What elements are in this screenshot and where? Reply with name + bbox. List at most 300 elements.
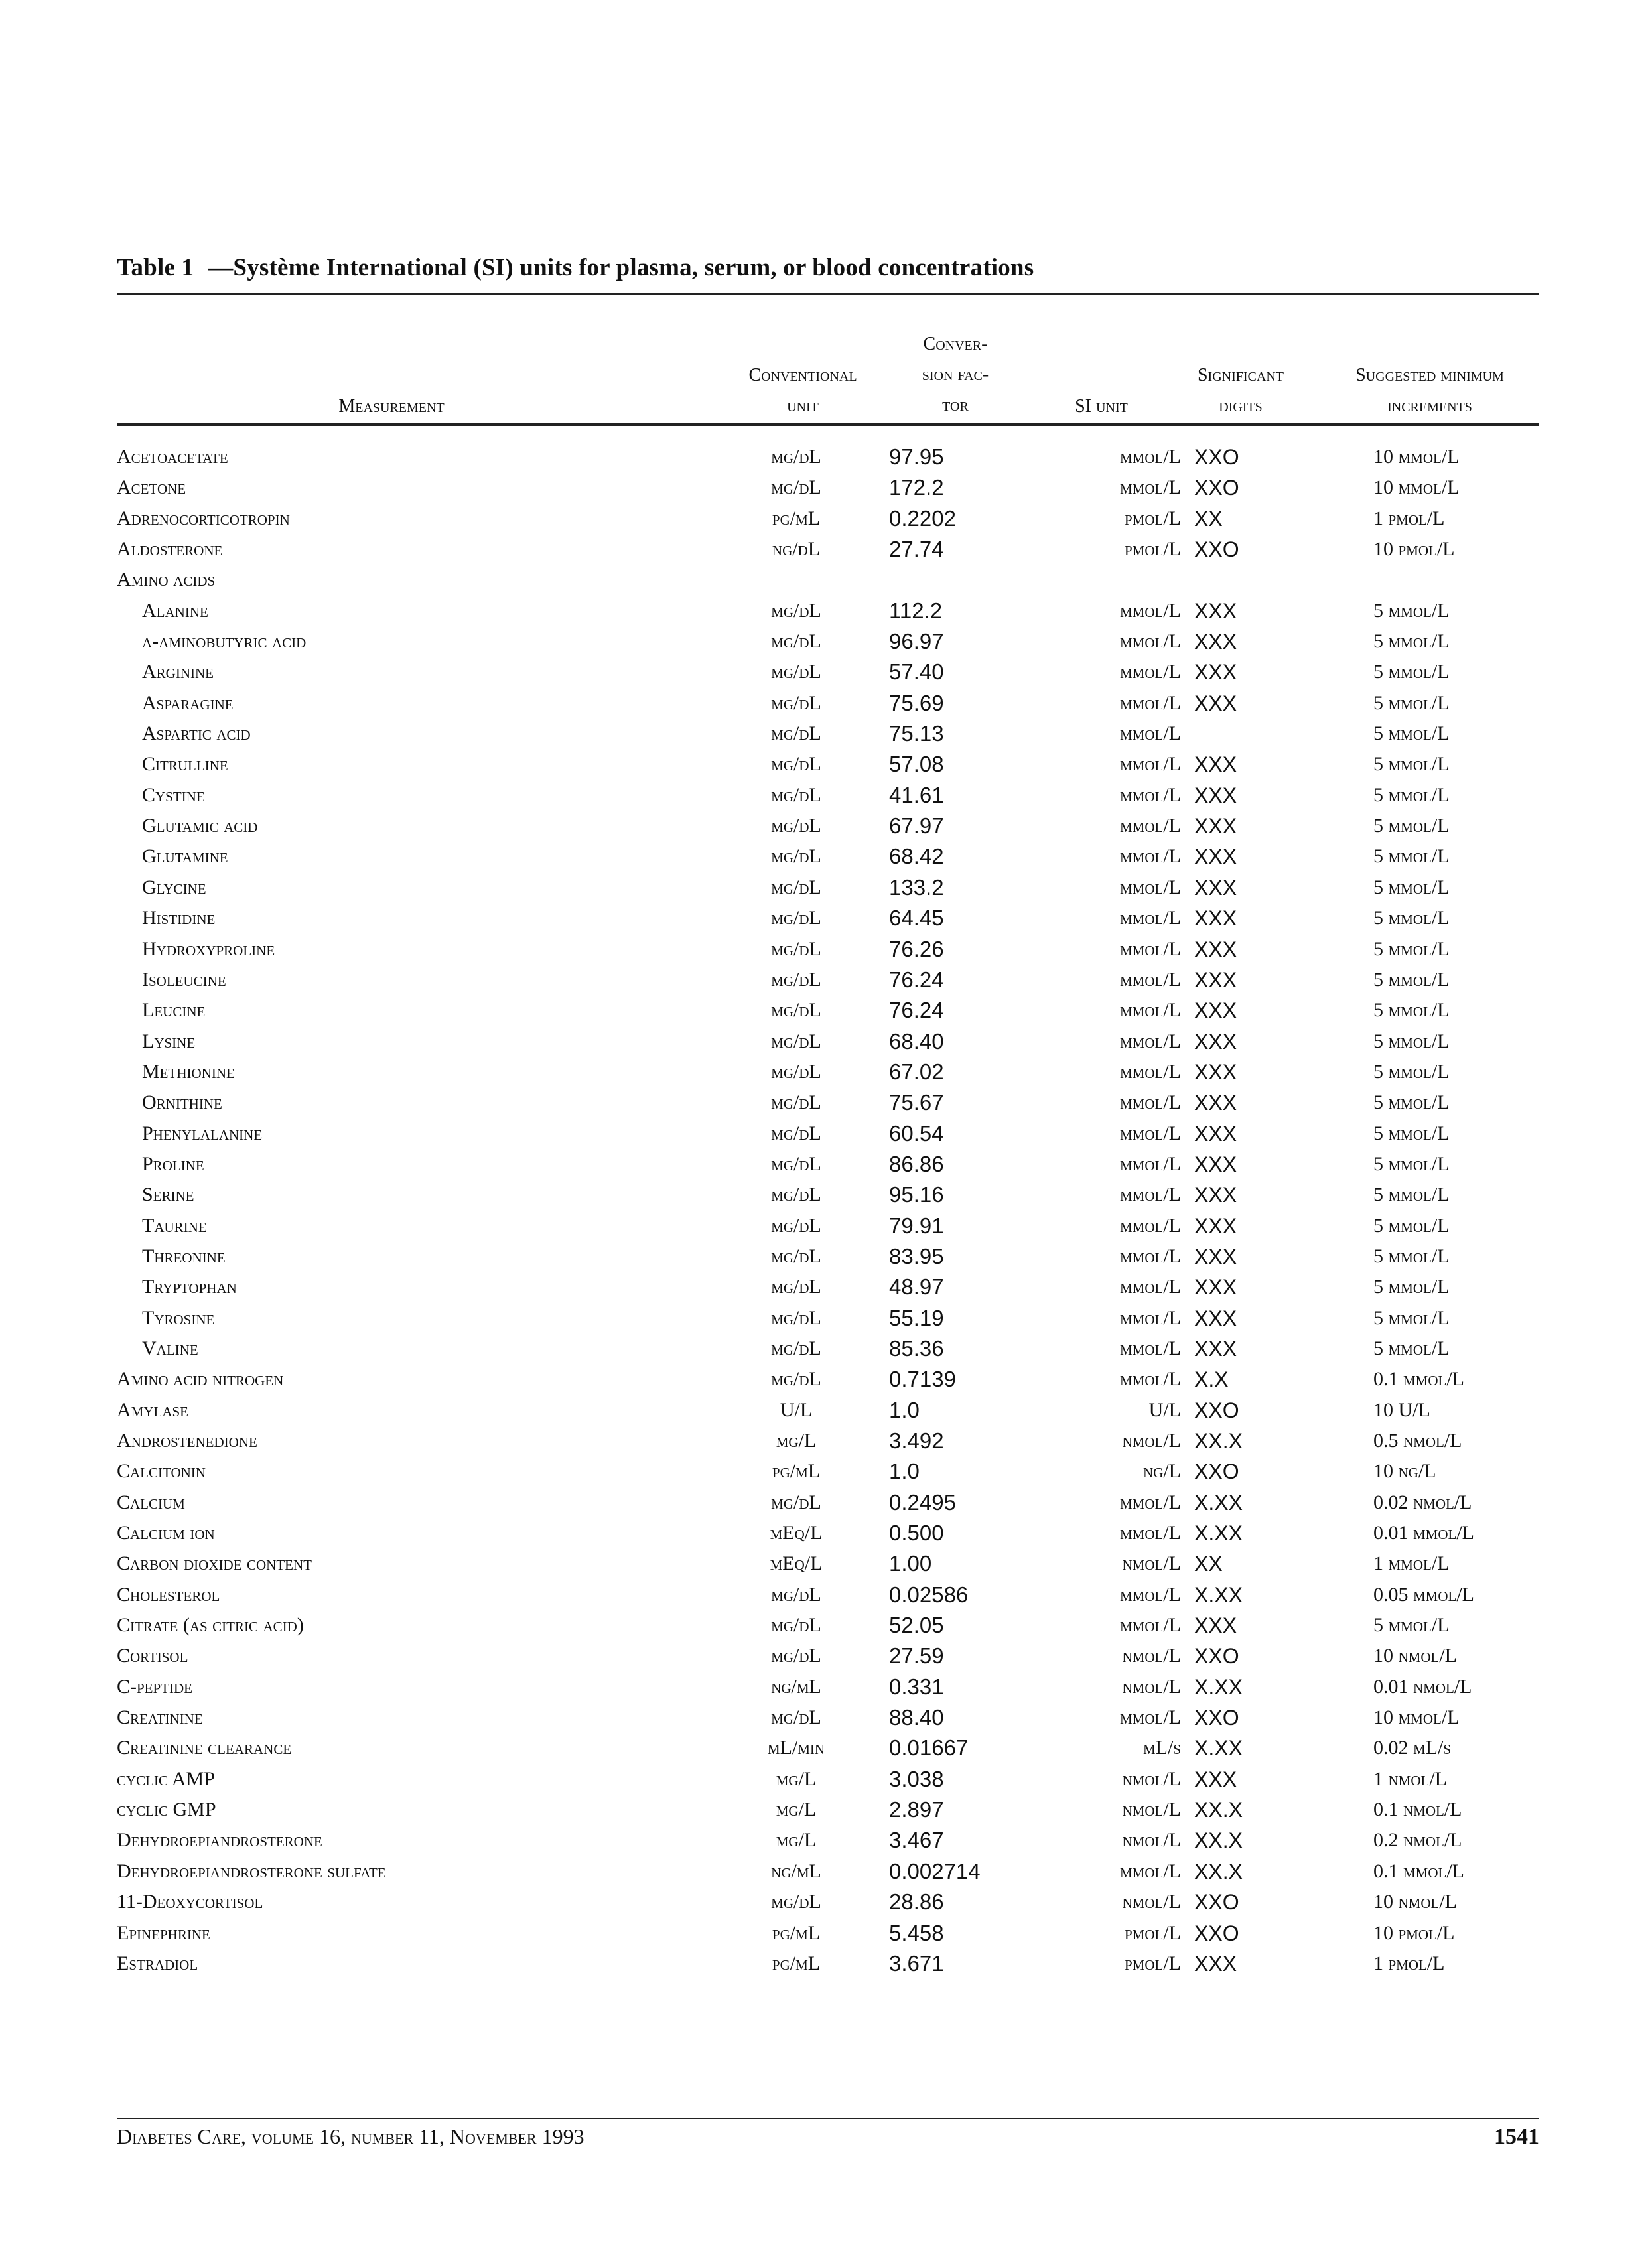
significant-digits-cell: XXX bbox=[1194, 598, 1237, 623]
minimum-increment-cell: 5 μmol/L bbox=[1373, 753, 1450, 776]
significant-digits-cell: XXX bbox=[1194, 1183, 1237, 1207]
si-unit-cell: μmol/L bbox=[1120, 784, 1181, 806]
minimum-increment-cell: 5 μmol/L bbox=[1373, 815, 1450, 837]
significant-digits-cell: X.X bbox=[1194, 1367, 1229, 1392]
conventional-unit-cell: mL/min bbox=[767, 1737, 825, 1759]
significant-digits-cell: XXO bbox=[1194, 1644, 1239, 1669]
significant-digits-cell: XXX bbox=[1194, 1213, 1237, 1238]
conventional-unit-cell: mg/dL bbox=[771, 1306, 821, 1329]
si-unit-cell: mmol/L bbox=[1120, 1491, 1181, 1513]
si-unit-cell: nmol/L bbox=[1122, 1552, 1181, 1575]
significant-digits-cell: XXX bbox=[1194, 1306, 1237, 1330]
minimum-increment-cell: 10 nmol/L bbox=[1373, 1891, 1457, 1913]
significant-digits-cell: XXX bbox=[1194, 1121, 1237, 1146]
measurement-cell: Androstenedione bbox=[117, 1430, 257, 1452]
minimum-increment-cell: 0.05 mmol/L bbox=[1373, 1583, 1474, 1605]
conversion-factor-cell: 55.19 bbox=[889, 1305, 944, 1330]
minimum-increment-cell: 5 μmol/L bbox=[1373, 1614, 1450, 1637]
table-row bbox=[0, 811, 1652, 841]
measurement-cell: Valine bbox=[142, 1337, 198, 1359]
si-unit-cell: μmol/L bbox=[1120, 1060, 1181, 1083]
table-row bbox=[0, 504, 1652, 534]
conventional-unit-cell: mg/dL bbox=[771, 1337, 821, 1359]
si-unit-cell: nmol/L bbox=[1122, 1799, 1181, 1821]
table-row bbox=[0, 841, 1652, 872]
minimum-increment-cell: 5 μmol/L bbox=[1373, 1152, 1450, 1175]
measurement-cell: 11-Deoxycortisol bbox=[117, 1891, 263, 1913]
col-header-inc-line2: increments bbox=[1387, 395, 1472, 416]
top-rule bbox=[117, 293, 1539, 295]
significant-digits-cell: X.XX bbox=[1194, 1521, 1243, 1546]
significant-digits-cell: XXO bbox=[1194, 537, 1239, 562]
minimum-increment-cell: 5 μmol/L bbox=[1373, 630, 1450, 653]
measurement-cell: Cholesterol bbox=[117, 1583, 220, 1605]
minimum-increment-cell: 5 μmol/L bbox=[1373, 1122, 1450, 1144]
conventional-unit-cell: mg/dL bbox=[771, 845, 821, 868]
table-title: —Système International (SI) units for plasma, serum, or blood concentrations bbox=[208, 254, 1034, 281]
conventional-unit-cell: μg/L bbox=[776, 1430, 817, 1452]
conventional-unit-cell: μg/L bbox=[776, 1829, 817, 1852]
conventional-unit-cell: μg/dL bbox=[771, 1891, 821, 1913]
table-row bbox=[0, 1087, 1652, 1118]
si-unit-cell: μmol/L bbox=[1120, 476, 1181, 499]
table-row bbox=[0, 780, 1652, 811]
minimum-increment-cell: 10 μmol/L bbox=[1373, 476, 1460, 499]
conventional-unit-cell: mg/dL bbox=[771, 1152, 821, 1175]
table-row bbox=[0, 534, 1652, 565]
si-unit-cell: pmol/L bbox=[1124, 1952, 1181, 1974]
conversion-factor-cell: 27.59 bbox=[889, 1643, 944, 1669]
si-unit-cell: μmol/L bbox=[1120, 1122, 1181, 1144]
si-unit-cell: μmol/L bbox=[1120, 1276, 1181, 1298]
minimum-increment-cell: 0.1 μmol/L bbox=[1373, 1860, 1464, 1882]
minimum-increment-cell: 5 μmol/L bbox=[1373, 1184, 1450, 1206]
conventional-unit-cell: pg/mL bbox=[772, 1460, 821, 1483]
significant-digits-cell: XXO bbox=[1194, 1890, 1239, 1915]
conversion-factor-cell: 27.74 bbox=[889, 537, 944, 562]
significant-digits-cell: X.XX bbox=[1194, 1582, 1243, 1607]
minimum-increment-cell: 1 mmol/L bbox=[1373, 1552, 1450, 1575]
conventional-unit-cell: mg/dL bbox=[771, 907, 821, 929]
conversion-factor-cell: 96.97 bbox=[889, 629, 944, 654]
minimum-increment-cell: 5 μmol/L bbox=[1373, 1214, 1450, 1237]
si-unit-cell: μmol/L bbox=[1120, 968, 1181, 990]
table-row bbox=[0, 1149, 1652, 1180]
significant-digits-cell: XXO bbox=[1194, 1398, 1239, 1422]
conventional-unit-cell: mEq/L bbox=[770, 1552, 823, 1575]
table-row bbox=[0, 1303, 1652, 1333]
si-unit-cell: mL/s bbox=[1142, 1737, 1181, 1759]
table-row bbox=[0, 1057, 1652, 1087]
measurement-cell: Epinephrine bbox=[117, 1921, 210, 1944]
minimum-increment-cell: 0.1 mmol/L bbox=[1373, 1368, 1464, 1391]
significant-digits-cell: XXX bbox=[1194, 967, 1237, 992]
minimum-increment-cell: 10 ng/L bbox=[1373, 1460, 1436, 1483]
measurement-cell: Cortisol bbox=[117, 1645, 188, 1667]
conversion-factor-cell: 0.002714 bbox=[889, 1858, 981, 1883]
minimum-increment-cell: 10 U/L bbox=[1373, 1398, 1430, 1421]
minimum-increment-cell: 5 μmol/L bbox=[1373, 1337, 1450, 1359]
table-row bbox=[0, 1825, 1652, 1856]
conversion-factor-cell: 5.458 bbox=[889, 1920, 944, 1945]
measurement-cell: Serine bbox=[142, 1184, 194, 1206]
measurement-cell: Creatinine clearance bbox=[117, 1737, 292, 1759]
minimum-increment-cell: 1 pmol/L bbox=[1373, 1952, 1445, 1974]
conventional-unit-cell: mg/dL bbox=[771, 1583, 821, 1605]
conventional-unit-cell: mg/dL bbox=[771, 937, 821, 960]
measurement-cell: Lysine bbox=[142, 1030, 196, 1052]
conversion-factor-cell: 1.0 bbox=[889, 1459, 920, 1484]
col-header-measurement-text: Measurement bbox=[338, 396, 445, 417]
table-row bbox=[0, 657, 1652, 687]
minimum-increment-cell: 5 μmol/L bbox=[1373, 999, 1450, 1022]
si-unit-cell: U/L bbox=[1148, 1398, 1181, 1421]
si-unit-cell: μmol/L bbox=[1120, 446, 1181, 468]
significant-digits-cell: XXX bbox=[1194, 875, 1237, 900]
col-header-factor-line2: sion fac- bbox=[922, 364, 989, 385]
si-unit-cell: μmol/L bbox=[1120, 630, 1181, 653]
si-unit-cell: nmol/L bbox=[1122, 1891, 1181, 1913]
significant-digits-cell: XXO bbox=[1194, 445, 1239, 469]
table-body bbox=[0, 442, 1652, 1979]
table-row bbox=[0, 995, 1652, 1026]
minimum-increment-cell: 1 pmol/L bbox=[1373, 507, 1445, 529]
measurement-cell: Aldosterone bbox=[117, 538, 223, 561]
conventional-unit-cell: mg/dL bbox=[771, 1614, 821, 1637]
table-row bbox=[0, 1518, 1652, 1548]
measurement-cell: Glycine bbox=[142, 876, 206, 898]
significant-digits-cell: XX.X bbox=[1194, 1798, 1243, 1822]
si-unit-cell: μmol/L bbox=[1120, 907, 1181, 929]
conventional-unit-cell: μg/L bbox=[776, 1799, 817, 1821]
table-row bbox=[0, 626, 1652, 657]
measurement-cell: Tryptophan bbox=[142, 1276, 237, 1298]
minimum-increment-cell: 5 μmol/L bbox=[1373, 1060, 1450, 1083]
footer-rule bbox=[117, 2118, 1539, 2119]
minimum-increment-cell: 0.02 nmol/L bbox=[1373, 1491, 1472, 1513]
si-unit-cell: μmol/L bbox=[1120, 691, 1181, 714]
measurement-cell: cyclic GMP bbox=[117, 1799, 216, 1821]
header-rule bbox=[117, 423, 1539, 426]
measurement-cell: Phenylalanine bbox=[142, 1122, 263, 1144]
conversion-factor-cell: 95.16 bbox=[889, 1182, 944, 1207]
minimum-increment-cell: 5 μmol/L bbox=[1373, 1276, 1450, 1298]
table-row bbox=[0, 1764, 1652, 1795]
measurement-cell: Taurine bbox=[142, 1214, 207, 1237]
table-row bbox=[0, 1795, 1652, 1825]
conversion-factor-cell: 0.02586 bbox=[889, 1582, 969, 1607]
table-row bbox=[0, 1887, 1652, 1917]
si-unit-cell: μmol/L bbox=[1120, 1184, 1181, 1206]
conversion-factor-cell: 68.42 bbox=[889, 844, 944, 869]
measurement-cell: Dehydroepiandrosterone sulfate bbox=[117, 1860, 386, 1882]
conventional-unit-cell: mg/dL bbox=[771, 691, 821, 714]
table-row bbox=[0, 718, 1652, 749]
si-unit-cell: mmol/L bbox=[1120, 1522, 1181, 1544]
table-row bbox=[0, 1702, 1652, 1733]
significant-digits-cell: XXX bbox=[1194, 783, 1237, 807]
significant-digits-cell: XXO bbox=[1194, 1706, 1239, 1730]
significant-digits-cell: XXO bbox=[1194, 1460, 1239, 1484]
conversion-factor-cell: 0.01667 bbox=[889, 1736, 969, 1761]
conversion-factor-cell: 76.24 bbox=[889, 998, 944, 1023]
table-row bbox=[0, 1241, 1652, 1272]
measurement-cell: Carbon dioxide content bbox=[117, 1552, 312, 1575]
conventional-unit-cell: μg/L bbox=[776, 1767, 817, 1790]
table-row bbox=[0, 1733, 1652, 1763]
table-row bbox=[0, 1395, 1652, 1426]
conversion-factor-cell: 86.86 bbox=[889, 1151, 944, 1176]
conventional-unit-cell: mg/dL bbox=[771, 968, 821, 990]
significant-digits-cell: XX.X bbox=[1194, 1859, 1243, 1883]
measurement-cell: Citrulline bbox=[142, 753, 228, 776]
table-row bbox=[0, 1180, 1652, 1210]
conventional-unit-cell: mg/dL bbox=[771, 1706, 821, 1729]
conversion-factor-cell: 57.08 bbox=[889, 752, 944, 777]
measurement-cell: Histidine bbox=[142, 907, 216, 929]
si-unit-cell: pmol/L bbox=[1124, 1921, 1181, 1944]
conventional-unit-cell: mg/dL bbox=[771, 476, 821, 499]
table-row bbox=[0, 1580, 1652, 1610]
conversion-factor-cell: 3.038 bbox=[889, 1766, 944, 1791]
table-row bbox=[0, 1026, 1652, 1057]
conversion-factor-cell: 0.7139 bbox=[889, 1367, 956, 1392]
significant-digits-cell: XXX bbox=[1194, 1059, 1237, 1084]
col-header-minimum-increments bbox=[1320, 360, 1539, 421]
measurement-cell: Leucine bbox=[142, 999, 206, 1022]
measurement-cell: Dehydroepiandrosterone bbox=[117, 1829, 322, 1852]
minimum-increment-cell: 0.01 nmol/L bbox=[1373, 1675, 1472, 1698]
table-row bbox=[0, 442, 1652, 472]
si-unit-cell: mmol/L bbox=[1120, 1368, 1181, 1391]
conventional-unit-cell: ng/mL bbox=[771, 1860, 821, 1882]
table-row bbox=[0, 1641, 1652, 1671]
conversion-factor-cell: 76.24 bbox=[889, 967, 944, 992]
minimum-increment-cell: 5 μmol/L bbox=[1373, 1245, 1450, 1267]
measurement-cell: Proline bbox=[142, 1152, 204, 1175]
si-unit-cell: μmol/L bbox=[1120, 722, 1181, 745]
table-row bbox=[0, 1456, 1652, 1487]
si-unit-cell: ng/L bbox=[1143, 1460, 1181, 1483]
si-unit-cell: μmol/L bbox=[1120, 1706, 1181, 1729]
minimum-increment-cell: 5 μmol/L bbox=[1373, 1030, 1450, 1052]
minimum-increment-cell: 10 μmol/L bbox=[1373, 446, 1460, 468]
significant-digits-cell: XXX bbox=[1194, 1951, 1237, 1976]
table-row bbox=[0, 1856, 1652, 1887]
conversion-factor-cell: 48.97 bbox=[889, 1274, 944, 1300]
table-row bbox=[0, 934, 1652, 965]
minimum-increment-cell: 10 μmol/L bbox=[1373, 1706, 1460, 1729]
si-unit-cell: nmol/L bbox=[1122, 1645, 1181, 1667]
si-unit-cell: μmol/L bbox=[1120, 999, 1181, 1022]
si-unit-cell: μmol/L bbox=[1120, 1614, 1181, 1637]
si-unit-cell: μmol/L bbox=[1120, 1860, 1181, 1882]
page-number: 1541 bbox=[1494, 2124, 1539, 2149]
significant-digits-cell: X.XX bbox=[1194, 1736, 1243, 1761]
minimum-increment-cell: 5 μmol/L bbox=[1373, 691, 1450, 714]
conventional-unit-cell: mg/dL bbox=[771, 1030, 821, 1052]
conversion-factor-cell: 75.69 bbox=[889, 690, 944, 715]
table-row bbox=[0, 1211, 1652, 1241]
significant-digits-cell: XX.X bbox=[1194, 1429, 1243, 1453]
measurement-cell: Citrate (as citric acid) bbox=[117, 1614, 304, 1637]
col-header-factor-line1: Conver- bbox=[923, 334, 988, 354]
conventional-unit-cell: mg/dL bbox=[771, 1276, 821, 1298]
significant-digits-cell: XXX bbox=[1194, 937, 1237, 961]
si-unit-cell: μmol/L bbox=[1120, 1245, 1181, 1267]
table-row bbox=[0, 472, 1652, 503]
si-unit-cell: μmol/L bbox=[1120, 599, 1181, 622]
table-row bbox=[0, 688, 1652, 718]
table-row bbox=[0, 1487, 1652, 1518]
minimum-increment-cell: 0.2 nmol/L bbox=[1373, 1829, 1462, 1852]
conventional-unit-cell: ng/mL bbox=[771, 1675, 821, 1698]
col-header-significant-digits bbox=[1141, 360, 1340, 421]
table-row bbox=[0, 1426, 1652, 1456]
conversion-factor-cell: 75.67 bbox=[889, 1090, 944, 1115]
minimum-increment-cell: 5 μmol/L bbox=[1373, 599, 1450, 622]
measurement-cell: Ornithine bbox=[142, 1091, 222, 1114]
conversion-factor-cell: 1.0 bbox=[889, 1397, 920, 1422]
conversion-factor-cell: 88.40 bbox=[889, 1705, 944, 1730]
conversion-factor-cell: 97.95 bbox=[889, 444, 944, 469]
minimum-increment-cell: 5 μmol/L bbox=[1373, 845, 1450, 868]
significant-digits-cell: XX.X bbox=[1194, 1828, 1243, 1853]
conventional-unit-cell: mg/dL bbox=[771, 1491, 821, 1513]
conventional-unit-cell: mg/dL bbox=[771, 1122, 821, 1144]
conversion-factor-cell: 2.897 bbox=[889, 1797, 944, 1822]
measurement-cell: Calcitonin bbox=[117, 1460, 206, 1483]
conversion-factor-cell: 68.40 bbox=[889, 1028, 944, 1054]
measurement-cell: Asparagine bbox=[142, 691, 234, 714]
conventional-unit-cell: mg/dL bbox=[771, 630, 821, 653]
table-row bbox=[0, 749, 1652, 780]
si-unit-cell: mmol/L bbox=[1120, 1583, 1181, 1605]
significant-digits-cell: XXX bbox=[1194, 1767, 1237, 1791]
measurement-cell: Cystine bbox=[142, 784, 205, 806]
col-header-conventional-line2: unit bbox=[787, 395, 819, 416]
minimum-increment-cell: 1 nmol/L bbox=[1373, 1767, 1447, 1790]
table-row bbox=[0, 965, 1652, 995]
significant-digits-cell: XXX bbox=[1194, 814, 1237, 839]
conversion-factor-cell: 3.492 bbox=[889, 1428, 944, 1453]
table-caption bbox=[117, 253, 1034, 282]
measurement-cell: Acetone bbox=[117, 476, 186, 499]
si-unit-cell: μmol/L bbox=[1120, 1091, 1181, 1114]
minimum-increment-cell: 5 μmol/L bbox=[1373, 1091, 1450, 1114]
col-header-conversion-factor bbox=[862, 329, 1048, 421]
table-row bbox=[0, 1119, 1652, 1149]
significant-digits-cell: XXX bbox=[1194, 1244, 1237, 1268]
measurement-cell: Adrenocorticotropin bbox=[117, 507, 290, 529]
conventional-unit-cell: mEq/L bbox=[770, 1522, 823, 1544]
table-row bbox=[0, 1948, 1652, 1979]
col-header-sig-line1: Significant bbox=[1197, 365, 1284, 385]
si-unit-cell: nmol/L bbox=[1122, 1675, 1181, 1698]
si-unit-cell: μmol/L bbox=[1120, 845, 1181, 868]
table-row bbox=[0, 565, 1652, 595]
table-row bbox=[0, 1364, 1652, 1395]
table-row bbox=[0, 1333, 1652, 1364]
conventional-unit-cell: pg/mL bbox=[772, 507, 821, 529]
significant-digits-cell: XXX bbox=[1194, 1613, 1237, 1638]
significant-digits-cell: XXX bbox=[1194, 630, 1237, 654]
significant-digits-cell: XXX bbox=[1194, 691, 1237, 715]
measurement-cell: Glutamic acid bbox=[142, 815, 258, 837]
si-unit-cell: μmol/L bbox=[1120, 1152, 1181, 1175]
col-header-factor-line3: tor bbox=[942, 395, 969, 415]
conversion-factor-cell: 172.2 bbox=[889, 475, 944, 500]
si-unit-cell: nmol/L bbox=[1122, 1430, 1181, 1452]
conventional-unit-cell: ng/dL bbox=[772, 538, 821, 561]
si-unit-cell: μmol/L bbox=[1120, 753, 1181, 776]
table-row bbox=[0, 596, 1652, 626]
significant-digits-cell: XXX bbox=[1194, 1152, 1237, 1176]
measurement-cell: Aspartic acid bbox=[142, 722, 251, 745]
significant-digits-cell: XXX bbox=[1194, 998, 1237, 1023]
conventional-unit-cell: mg/dL bbox=[771, 1368, 821, 1391]
conversion-factor-cell: 83.95 bbox=[889, 1243, 944, 1268]
si-unit-cell: pmol/L bbox=[1124, 538, 1181, 561]
measurement-cell: Glutamine bbox=[142, 845, 228, 868]
journal-citation: Diabetes Care, volume 16, number 11, November 1993 bbox=[117, 2124, 585, 2148]
conversion-factor-cell: 57.40 bbox=[889, 659, 944, 685]
table-row bbox=[0, 1610, 1652, 1641]
minimum-increment-cell: 0.02 mL/s bbox=[1373, 1737, 1452, 1759]
significant-digits-cell: X.XX bbox=[1194, 1490, 1243, 1515]
measurement-cell: α-aminobutyric acid bbox=[142, 630, 307, 653]
conversion-factor-cell: 67.97 bbox=[889, 813, 944, 839]
conventional-unit-cell: mg/dL bbox=[771, 1184, 821, 1206]
conventional-unit-cell: mg/dL bbox=[771, 1091, 821, 1114]
si-unit-cell: μmol/L bbox=[1120, 1306, 1181, 1329]
conversion-factor-cell: 3.467 bbox=[889, 1828, 944, 1853]
conversion-factor-cell: 133.2 bbox=[889, 874, 944, 900]
col-header-inc-line1: Suggested minimum bbox=[1355, 365, 1504, 385]
measurement-cell: cyclic AMP bbox=[117, 1767, 215, 1790]
conventional-unit-cell: μg/dL bbox=[771, 1645, 821, 1667]
minimum-increment-cell: 0.01 mmol/L bbox=[1373, 1522, 1474, 1544]
conventional-unit-cell: pg/mL bbox=[772, 1952, 821, 1974]
minimum-increment-cell: 0.5 nmol/L bbox=[1373, 1430, 1462, 1452]
conventional-unit-cell: mg/dL bbox=[771, 784, 821, 806]
minimum-increment-cell: 5 μmol/L bbox=[1373, 661, 1450, 683]
conversion-factor-cell: 79.91 bbox=[889, 1213, 944, 1238]
minimum-increment-cell: 5 μmol/L bbox=[1373, 937, 1450, 960]
minimum-increment-cell: 5 μmol/L bbox=[1373, 907, 1450, 929]
minimum-increment-cell: 10 pmol/L bbox=[1373, 538, 1455, 561]
si-unit-cell: μmol/L bbox=[1120, 937, 1181, 960]
significant-digits-cell: XXX bbox=[1194, 1091, 1237, 1115]
significant-digits-cell: XXX bbox=[1194, 1029, 1237, 1054]
significant-digits-cell: XXO bbox=[1194, 1921, 1239, 1945]
conventional-unit-cell: mg/dL bbox=[771, 876, 821, 898]
minimum-increment-cell: 10 nmol/L bbox=[1373, 1645, 1457, 1667]
measurement-cell: Acetoacetate bbox=[117, 446, 228, 468]
conversion-factor-cell: 28.86 bbox=[889, 1889, 944, 1915]
conversion-factor-cell: 85.36 bbox=[889, 1335, 944, 1361]
minimum-increment-cell: 5 μmol/L bbox=[1373, 722, 1450, 745]
conventional-unit-cell: mg/dL bbox=[771, 815, 821, 837]
measurement-cell: C-peptide bbox=[117, 1675, 192, 1698]
significant-digits-cell: XXX bbox=[1194, 906, 1237, 931]
measurement-cell: Arginine bbox=[142, 661, 214, 683]
si-unit-cell: nmol/L bbox=[1122, 1829, 1181, 1852]
significant-digits-cell: X.XX bbox=[1194, 1674, 1243, 1699]
significant-digits-cell: XXO bbox=[1194, 476, 1239, 500]
table-label: Table 1 bbox=[117, 254, 194, 281]
conventional-unit-cell: mg/dL bbox=[771, 722, 821, 745]
